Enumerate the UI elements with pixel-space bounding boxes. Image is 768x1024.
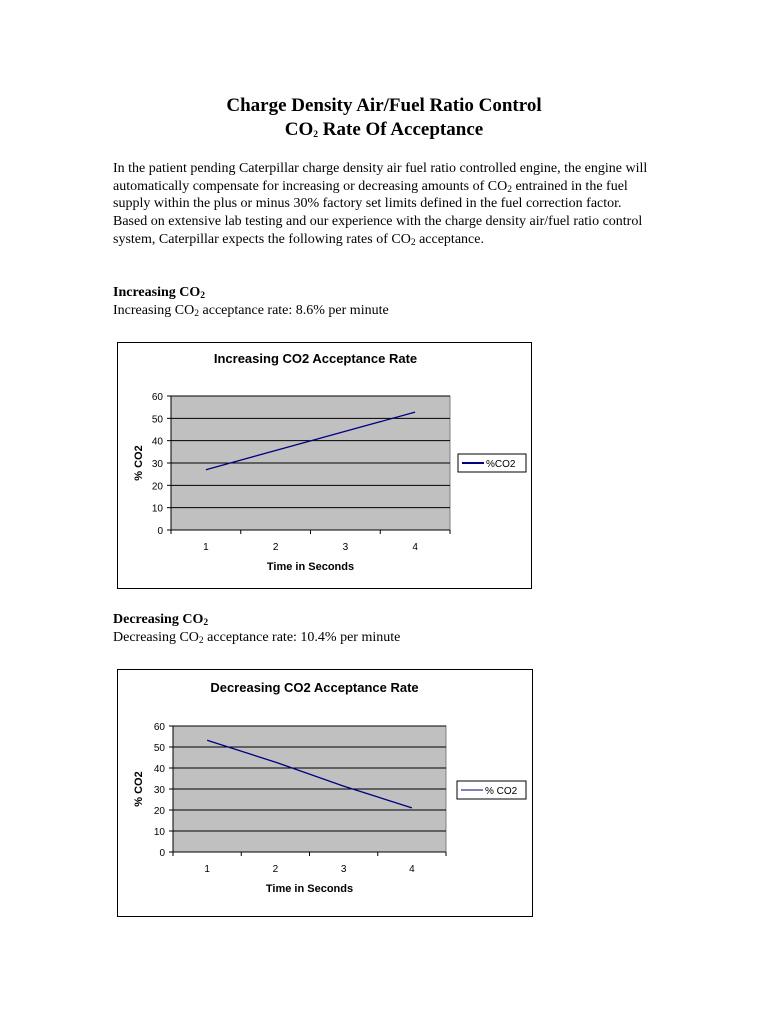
x-tick-label: 2 bbox=[272, 542, 279, 553]
increasing-rate-suffix: acceptance rate: 8.6% per minute bbox=[199, 303, 389, 318]
decreasing-heading bbox=[113, 611, 208, 629]
decreasing-rate-sub: 2 bbox=[198, 636, 204, 646]
x-axis-label: Time in Seconds bbox=[266, 561, 355, 573]
x-axis-label: Time in Seconds bbox=[265, 883, 354, 895]
increasing-rate-prefix: Increasing CO bbox=[113, 303, 195, 318]
chart-title: Increasing CO2 Acceptance Rate bbox=[213, 351, 418, 366]
increasing-rate-line bbox=[113, 302, 389, 320]
y-tick-label: 10 bbox=[153, 827, 165, 838]
intro-sub2: 2 bbox=[410, 237, 416, 248]
y-tick-label: 20 bbox=[153, 806, 165, 817]
x-tick-label: 3 bbox=[340, 864, 347, 875]
decreasing-rate-suffix: acceptance rate: 10.4% per minute bbox=[203, 630, 401, 645]
y-axis-label: % CO2 bbox=[133, 771, 145, 807]
y-tick-label: 40 bbox=[151, 436, 163, 448]
x-tick-label: 1 bbox=[203, 542, 209, 553]
legend-label: % CO2 bbox=[485, 786, 518, 797]
x-tick-label: 4 bbox=[409, 864, 415, 875]
document-subtitle bbox=[0, 118, 768, 142]
intro-part2: entrained in the fuel supply within the plus or minus 30% factory set limits defined in the fuel correction factor. Based on extensive lab testing and our experience with the charge density air/fuel ratio control system, Caterpillar expects the following rates of CO bbox=[113, 178, 643, 247]
y-tick-label: 30 bbox=[151, 459, 163, 470]
y-tick-label: 60 bbox=[151, 392, 163, 403]
x-tick-label: 2 bbox=[272, 864, 279, 875]
increasing-heading-sub: 2 bbox=[200, 291, 205, 301]
subtitle-co: CO bbox=[284, 119, 314, 140]
chart-title: Decreasing CO2 Acceptance Rate bbox=[210, 680, 419, 695]
increasing-rate-sub: 2 bbox=[194, 309, 200, 319]
subtitle-subscript: 2 bbox=[313, 130, 319, 140]
decreasing-rate-line bbox=[113, 629, 400, 647]
y-tick-label: 0 bbox=[157, 526, 163, 537]
decreasing-rate-prefix: Decreasing CO bbox=[113, 630, 199, 645]
decreasing-heading-sub: 2 bbox=[203, 618, 209, 628]
x-tick-label: 4 bbox=[412, 542, 418, 553]
y-tick-label: 40 bbox=[153, 764, 165, 775]
y-tick-label: 10 bbox=[151, 503, 163, 515]
decreasing-chart bbox=[117, 669, 533, 917]
legend-label: %CO2 bbox=[486, 459, 516, 470]
subtitle-rest: Rate Of Acceptance bbox=[318, 119, 484, 140]
intro-part3: acceptance. bbox=[415, 231, 484, 247]
increasing-chart bbox=[117, 342, 532, 589]
y-tick-label: 0 bbox=[159, 848, 165, 859]
intro-paragraph bbox=[113, 160, 658, 249]
y-axis-label: % CO2 bbox=[133, 445, 145, 481]
y-tick-label: 30 bbox=[153, 785, 165, 796]
y-tick-label: 50 bbox=[151, 414, 163, 426]
y-tick-label: 50 bbox=[153, 743, 165, 754]
decreasing-chart-svg bbox=[118, 670, 532, 916]
x-tick-label: 3 bbox=[342, 542, 349, 553]
y-tick-label: 60 bbox=[153, 722, 165, 733]
increasing-chart-svg bbox=[118, 343, 531, 588]
y-tick-label: 20 bbox=[151, 481, 163, 493]
decreasing-heading-text: Decreasing CO bbox=[113, 612, 204, 627]
intro-part1: In the patient pending Caterpillar charge density air fuel ratio controlled engine, the engine will automatically compensate for increasing or decreasing amounts of CO bbox=[113, 161, 648, 194]
document-title: Charge Density Air/Fuel Ratio Control bbox=[226, 95, 542, 116]
intro-sub1: 2 bbox=[507, 184, 512, 195]
x-tick-label: 1 bbox=[204, 864, 210, 875]
increasing-heading bbox=[113, 284, 205, 302]
increasing-heading-text: Increasing CO bbox=[113, 285, 201, 300]
